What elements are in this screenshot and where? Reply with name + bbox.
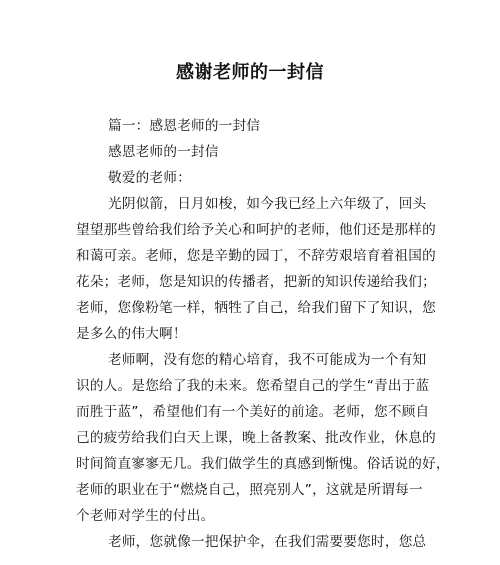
- paragraph-line: 老师，您就像一把保护伞，在我们需要要您时，您总: [108, 534, 427, 550]
- paragraph-line: 光阴似箭，日月如梭，如今我已经上六年级了，回头: [108, 196, 427, 212]
- paragraph-line: 是多么的伟大啊！: [76, 326, 187, 342]
- paragraph-line: 和蔼可亲。老师，您是辛勤的园丁，不辞劳艰培育着祖国的: [76, 248, 436, 264]
- heading-line: 篇一：感恩老师的一封信: [108, 118, 261, 134]
- paragraph-line: 识的人。是您给了我的未来。您希望自己的学生“青出于蓝: [76, 378, 430, 394]
- salutation: 敬爱的老师：: [108, 170, 192, 186]
- paragraph-line: 花朵；老师，您是知识的传播者，把新的知识传递给我们；: [76, 274, 436, 290]
- paragraph-line: 己的疲劳给我们白天上课，晚上备教案、批改作业，休息的: [76, 430, 436, 446]
- paragraph-line: 而胜于蓝”，希望他们有一个美好的前途。老师，您不顾自: [76, 404, 430, 420]
- paragraph-line: 望望那些曾给我们给予关心和呵护的老师，他们还是那样的: [76, 222, 436, 238]
- document-title: 感谢老师的一封信: [176, 62, 324, 83]
- paragraph-line: 个老师对学生的付出。: [76, 508, 215, 524]
- heading-line: 感恩老师的一封信: [108, 144, 219, 160]
- paragraph-line: 时间简直寥寥无几。我们做学生的真感到惭愧。俗话说的好，: [76, 456, 450, 472]
- paragraph-line: 老师，您像粉笔一样，牺牲了自己，给我们留下了知识，您: [76, 300, 436, 316]
- paragraph-line: 老师的职业在于“燃烧自己，照亮别人”，这就是所谓每一: [76, 482, 423, 498]
- paragraph-line: 老师啊，没有您的精心培育，我不可能成为一个有知: [108, 352, 427, 368]
